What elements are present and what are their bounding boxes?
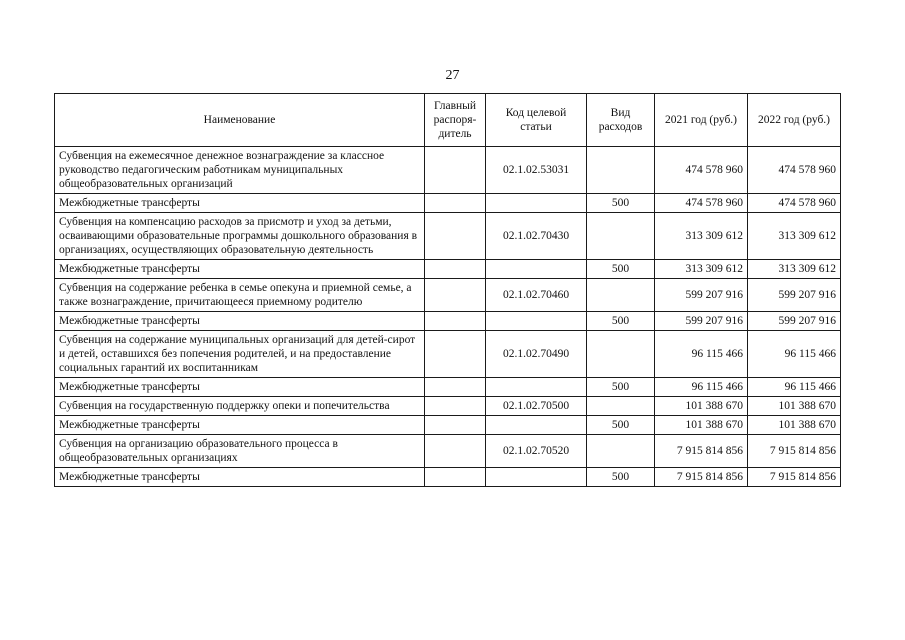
row-code	[486, 194, 587, 213]
row-2021: 7 915 814 856	[655, 468, 748, 487]
header-2021: 2021 год (руб.)	[655, 94, 748, 147]
row-2022: 599 207 916	[748, 279, 841, 312]
row-manager	[425, 468, 486, 487]
row-name: Межбюджетные трансферты	[55, 312, 425, 331]
row-name: Субвенция на государственную поддержку опеки и попечительства	[55, 397, 425, 416]
row-type: 500	[587, 416, 655, 435]
row-type: 500	[587, 378, 655, 397]
header-name: Наименование	[55, 94, 425, 147]
row-2021: 96 115 466	[655, 331, 748, 378]
row-2021: 313 309 612	[655, 213, 748, 260]
row-code	[486, 416, 587, 435]
table-row	[55, 397, 841, 416]
row-manager	[425, 416, 486, 435]
row-type: 500	[587, 468, 655, 487]
page-number: 27	[445, 68, 460, 83]
row-type	[587, 435, 655, 468]
row-2022: 474 578 960	[748, 194, 841, 213]
row-name: Межбюджетные трансферты	[55, 260, 425, 279]
row-2021: 101 388 670	[655, 416, 748, 435]
row-2022: 599 207 916	[748, 312, 841, 331]
row-type	[587, 331, 655, 378]
row-name: Межбюджетные трансферты	[55, 194, 425, 213]
row-manager	[425, 435, 486, 468]
table-row	[55, 194, 841, 213]
row-code: 02.1.02.53031	[486, 147, 587, 194]
table-row	[55, 378, 841, 397]
table-row	[55, 147, 841, 194]
row-name: Субвенция на содержание ребенка в семье опекуна и приемной семье, а также вознаграждение, причитающееся приемному родителю	[55, 279, 425, 312]
table-row	[55, 331, 841, 378]
budget-table	[54, 93, 841, 487]
row-type: 500	[587, 260, 655, 279]
row-code: 02.1.02.70520	[486, 435, 587, 468]
row-manager	[425, 147, 486, 194]
row-name: Межбюджетные трансферты	[55, 468, 425, 487]
row-2021: 474 578 960	[655, 147, 748, 194]
row-type	[587, 213, 655, 260]
row-name: Субвенция на компенсацию расходов за присмотр и уход за детьми, осваивающими образовательные программы дошкольного образования в организациях, осуществляющих образовательную деятельность	[55, 213, 425, 260]
row-2022: 96 115 466	[748, 378, 841, 397]
row-name: Межбюджетные трансферты	[55, 378, 425, 397]
row-2022: 101 388 670	[748, 416, 841, 435]
table-row	[55, 213, 841, 260]
row-2021: 313 309 612	[655, 260, 748, 279]
row-manager	[425, 260, 486, 279]
row-2022: 7 915 814 856	[748, 435, 841, 468]
header-2022: 2022 год (руб.)	[748, 94, 841, 147]
row-2021: 96 115 466	[655, 378, 748, 397]
row-manager	[425, 378, 486, 397]
table-row	[55, 468, 841, 487]
row-2022: 313 309 612	[748, 213, 841, 260]
row-manager	[425, 312, 486, 331]
row-type	[587, 279, 655, 312]
row-2022: 313 309 612	[748, 260, 841, 279]
row-name: Субвенция на содержание муниципальных организаций для детей-сирот и детей, оставшихся без попечения родителей, и на предоставление социальных гарантий их воспитанникам	[55, 331, 425, 378]
row-name: Субвенция на организацию образовательного процесса в общеобразовательных организациях	[55, 435, 425, 468]
row-manager	[425, 331, 486, 378]
row-type	[587, 397, 655, 416]
row-2021: 101 388 670	[655, 397, 748, 416]
table-row	[55, 260, 841, 279]
row-code: 02.1.02.70490	[486, 331, 587, 378]
row-code: 02.1.02.70500	[486, 397, 587, 416]
header-type: Вид расходов	[587, 94, 655, 147]
header-manager: Главный распоря-дитель	[425, 94, 486, 147]
table-row	[55, 416, 841, 435]
row-name: Межбюджетные трансферты	[55, 416, 425, 435]
row-manager	[425, 194, 486, 213]
table-body	[55, 147, 841, 487]
header-code: Код целевой статьи	[486, 94, 587, 147]
row-2022: 96 115 466	[748, 331, 841, 378]
row-2022: 101 388 670	[748, 397, 841, 416]
row-2021: 599 207 916	[655, 312, 748, 331]
table-row	[55, 435, 841, 468]
row-2022: 7 915 814 856	[748, 468, 841, 487]
row-code	[486, 378, 587, 397]
row-2021: 7 915 814 856	[655, 435, 748, 468]
row-type: 500	[587, 312, 655, 331]
row-code	[486, 312, 587, 331]
table-row	[55, 312, 841, 331]
row-type: 500	[587, 194, 655, 213]
row-manager	[425, 213, 486, 260]
row-code	[486, 260, 587, 279]
row-code: 02.1.02.70460	[486, 279, 587, 312]
row-type	[587, 147, 655, 194]
row-manager	[425, 397, 486, 416]
row-manager	[425, 279, 486, 312]
row-code: 02.1.02.70430	[486, 213, 587, 260]
row-2021: 599 207 916	[655, 279, 748, 312]
table-row	[55, 279, 841, 312]
row-code	[486, 468, 587, 487]
header-row	[55, 94, 841, 147]
row-2021: 474 578 960	[655, 194, 748, 213]
row-2022: 474 578 960	[748, 147, 841, 194]
row-name: Субвенция на ежемесячное денежное вознаграждение за классное руководство педагогическим работникам муниципальных общеобразовательных организаций	[55, 147, 425, 194]
